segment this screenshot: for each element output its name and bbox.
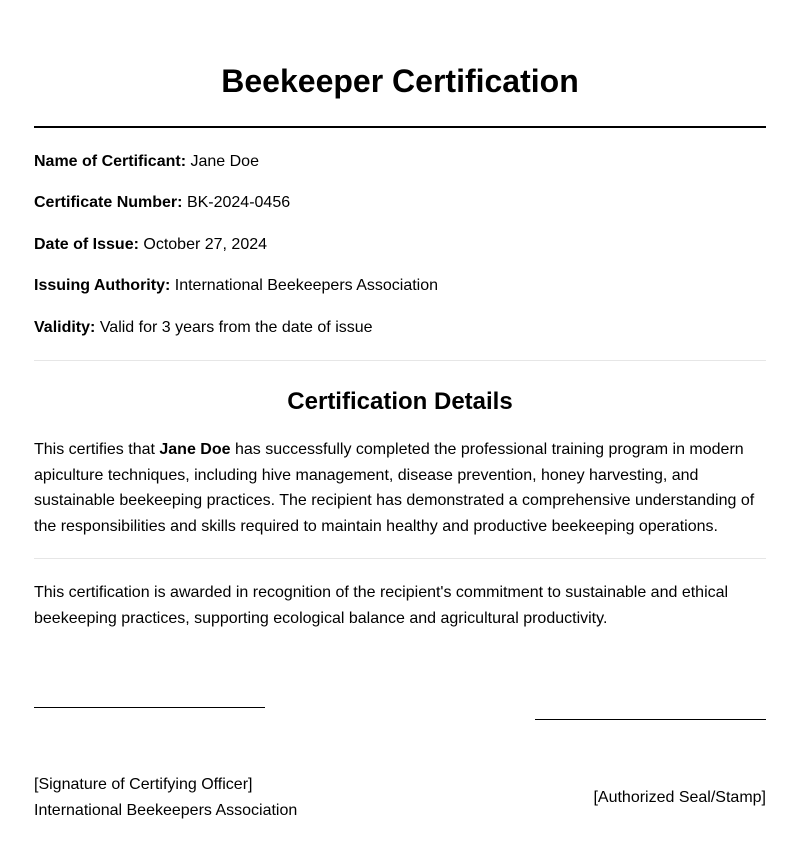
field-label: Date of Issue: xyxy=(34,236,139,253)
details-text: has successfully completed the professional training program in modern apiculture techniques, including hive management, disease prevention, honey harvesting, and sustainable beekeeping practices. The recipient has demonstrated a comprehensive understanding of the responsibilities and skills required to maintain healthy and productive beekeeping operations. xyxy=(34,441,755,535)
details-heading: Certification Details xyxy=(287,388,513,415)
field-certificate-number xyxy=(34,193,290,213)
section-divider xyxy=(34,558,766,559)
recipient-name: Jane Doe xyxy=(159,441,231,458)
field-label: Certificate Number: xyxy=(34,194,183,211)
field-value: International Beekeepers Association xyxy=(174,277,439,294)
field-value: October 27, 2024 xyxy=(143,236,268,253)
section-divider xyxy=(34,360,766,361)
field-value: Valid for 3 years from the date of issue xyxy=(99,319,373,336)
details-paragraph xyxy=(34,437,766,539)
title-divider xyxy=(34,126,766,128)
field-value: Jane Doe xyxy=(190,153,259,170)
field-label: Issuing Authority: xyxy=(34,277,171,294)
field-value: BK-2024-0456 xyxy=(186,194,291,211)
seal-signature-line xyxy=(535,719,766,720)
field-label: Name of Certificant: xyxy=(34,153,187,170)
field-certificant-name xyxy=(34,152,259,172)
officer-signature-line xyxy=(34,707,265,708)
officer-organization: International Beekeepers Association xyxy=(34,802,298,819)
seal-stamp-label: [Authorized Seal/Stamp] xyxy=(593,789,766,806)
field-date-of-issue xyxy=(34,235,267,255)
field-issuing-authority xyxy=(34,276,438,296)
field-validity xyxy=(34,318,373,338)
officer-signature-label: [Signature of Certifying Officer] xyxy=(34,776,253,793)
page-title: Beekeeper Certification xyxy=(221,63,579,99)
recognition-paragraph: This certification is awarded in recognition of the recipient's commitment to sustainable and ethical beekeeping practices, supporting ecological balance and agricultural productivity. xyxy=(34,584,729,627)
details-text: This certifies that xyxy=(34,441,160,458)
field-label: Validity: xyxy=(34,319,96,336)
